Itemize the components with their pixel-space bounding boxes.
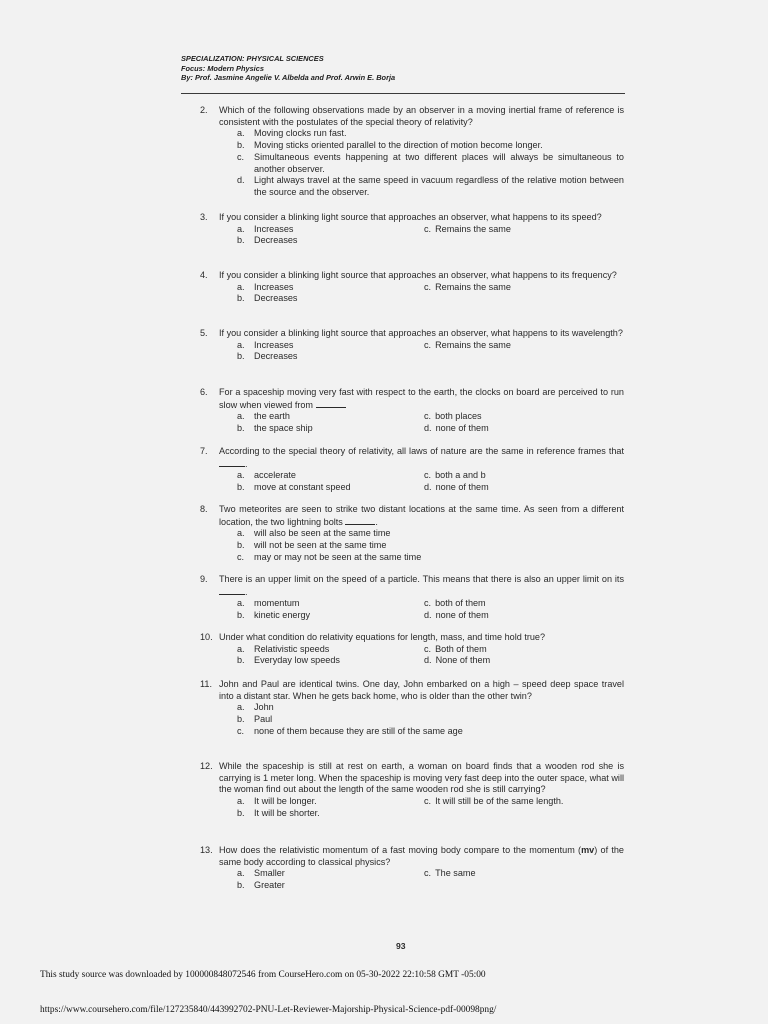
question-11: [200, 679, 624, 738]
option-a: a. John: [237, 702, 274, 713]
question-number: 12.: [200, 761, 213, 771]
question-number: 6.: [200, 387, 208, 397]
answer-blank: [345, 516, 375, 525]
option-b: b. It will be shorter.: [237, 807, 320, 818]
option-a: a. Relativistic speeds: [237, 643, 330, 654]
question-number: 11.: [200, 679, 212, 689]
source-url[interactable]: https://www.coursehero.com/file/127235840/443992702-PNU-Let-Reviewer-Majorship-Physical-Science-pdf-00098png/: [40, 1005, 497, 1015]
question-stem: Under what condition do relativity equations for length, mass, and time hold true?: [219, 632, 546, 642]
option-b: b. kinetic energy: [237, 610, 311, 621]
option-c: c. Remains the same: [424, 223, 511, 234]
question-stem: John and Paul are identical twins. One day, John embarked on a high – speed deep space travel into a distant star. When he gets back home, who is older than the other twin?: [219, 679, 624, 701]
question-5: [200, 328, 624, 363]
question-number: 9.: [200, 574, 208, 584]
question-10: [200, 632, 624, 667]
option-list: [237, 282, 624, 305]
option-list: [237, 470, 624, 493]
option-list: [237, 598, 624, 621]
header-focus: Focus: Modern Physics: [181, 63, 264, 73]
option-list: [237, 224, 624, 247]
option-d: d. None of them: [424, 655, 491, 666]
option-c: c. The same: [424, 868, 476, 879]
option-d: d. Light always travel at the same speed in vacuum regardless of the relative motion between the source and the observer.: [237, 175, 624, 197]
option-d: d. none of them: [424, 482, 489, 493]
option-b: b. Moving sticks oriented parallel to the direction of motion become longer.: [237, 140, 543, 151]
question-stem: There is an upper limit on the speed of a particle. This means that there is also an upper limit on its .: [219, 574, 624, 597]
option-list: [237, 644, 624, 667]
answer-blank: [219, 586, 245, 595]
option-list: [237, 702, 624, 737]
option-c: c. both a and b: [424, 470, 486, 481]
option-c: c. Simultaneous events happening at two different places will always be simultaneous to another observer.: [237, 151, 624, 174]
question-13: [200, 845, 624, 892]
question-stem: Two meteorites are seen to strike two distant locations at the same time. As seen from a different location, the two lightning bolts .: [219, 504, 624, 527]
option-a: a. It will be longer.: [237, 796, 317, 807]
option-b: b. Everyday low speeds: [237, 655, 340, 666]
question-stem: Which of the following observations made by an observer in a moving inertial frame of reference is consistent with the postulates of the special theory of relativity?: [219, 105, 624, 127]
option-b: b. Paul: [237, 714, 273, 725]
option-a: a. Smaller: [237, 868, 285, 879]
option-b: b. Decreases: [237, 351, 298, 362]
header-authors: By: Prof. Jasmine Angelie V. Albelda and Prof. Arwin E. Borja: [181, 73, 396, 83]
option-b: b. Decreases: [237, 293, 298, 304]
option-a: a. Increases: [237, 281, 294, 292]
answer-blank: [316, 399, 346, 408]
question-4: [200, 270, 624, 305]
question-stem: According to the special theory of relativity, all laws of nature are the same in reference frames that .: [219, 446, 624, 469]
download-notice: This study source was downloaded by 100000848072546 from CourseHero.com on 05-30-2022 22:10:58 GMT -05:00: [40, 970, 486, 980]
question-stem: If you consider a blinking light source that approaches an observer, what happens to its frequency?: [219, 270, 617, 280]
question-number: 4.: [200, 270, 208, 280]
option-c: c. Both of them: [424, 643, 487, 654]
option-a: a. Increases: [237, 339, 294, 350]
option-c: c. none of them because they are still of the same age: [237, 725, 463, 736]
option-b: b. Greater: [237, 880, 285, 891]
question-number: 8.: [200, 504, 208, 514]
momentum-symbol: mv: [581, 845, 595, 855]
option-d: d. none of them: [424, 423, 489, 434]
option-list: [237, 340, 624, 363]
option-list: [237, 128, 624, 198]
question-number: 3.: [200, 212, 208, 222]
header-specialization: SPECIALIZATION: PHYSICAL SCIENCES: [181, 54, 324, 63]
question-number: 5.: [200, 328, 208, 338]
option-c: c. It will still be of the same length.: [424, 796, 564, 807]
option-c: c. Remains the same: [424, 339, 511, 350]
option-list: [237, 528, 624, 563]
option-a: a. momentum: [237, 598, 300, 609]
option-c: c. Remains the same: [424, 281, 511, 292]
option-b: b. Decreases: [237, 235, 298, 246]
option-list: [237, 411, 624, 434]
option-a: a. accelerate: [237, 470, 296, 481]
question-12: [200, 761, 624, 819]
question-2: [200, 105, 624, 199]
option-b: b. move at constant speed: [237, 482, 351, 493]
question-number: 10.: [200, 632, 213, 642]
option-b: b. the space ship: [237, 423, 313, 434]
question-6: [200, 387, 624, 435]
question-3: [200, 212, 624, 247]
header-divider: [181, 93, 625, 94]
question-stem: For a spaceship moving very fast with respect to the earth, the clocks on board are perceived to run slow when viewed from: [219, 387, 624, 410]
option-b: b. will not be seen at the same time: [237, 540, 387, 551]
question-stem: If you consider a blinking light source that approaches an observer, what happens to its speed?: [219, 212, 602, 222]
question-8: [200, 504, 624, 564]
option-a: a. the earth: [237, 411, 290, 422]
page-header: [181, 54, 626, 83]
option-d: d. none of them: [424, 610, 489, 621]
option-a: a. will also be seen at the same time: [237, 528, 391, 539]
question-number: 7.: [200, 446, 208, 456]
option-a: a. Moving clocks run fast.: [237, 128, 347, 139]
option-c: c. both places: [424, 411, 482, 422]
option-c: c. both of them: [424, 598, 486, 609]
question-9: [200, 574, 624, 622]
option-c: c. may or may not be seen at the same time: [237, 551, 422, 562]
option-list: [237, 868, 624, 891]
question-stem: How does the relativistic momentum of a fast moving body compare to the momentum (mv) of the same body according to classical physics?: [219, 845, 624, 867]
page-number: 93: [396, 941, 406, 951]
question-7: [200, 446, 624, 494]
answer-blank: [219, 458, 245, 467]
question-stem: While the spaceship is still at rest on earth, a woman on board finds that a wooden rod she is carrying is 1 meter long. When the spaceship is moving very fast deep into the outer space, what will the woman find out about the length of the same wooden rod she is still carrying?: [219, 761, 624, 795]
question-number: 13.: [200, 845, 213, 855]
question-number: 2.: [200, 105, 208, 115]
question-stem: If you consider a blinking light source that approaches an observer, what happens to its wavelength?: [219, 328, 623, 338]
option-list: [237, 796, 624, 819]
option-a: a. Increases: [237, 223, 294, 234]
